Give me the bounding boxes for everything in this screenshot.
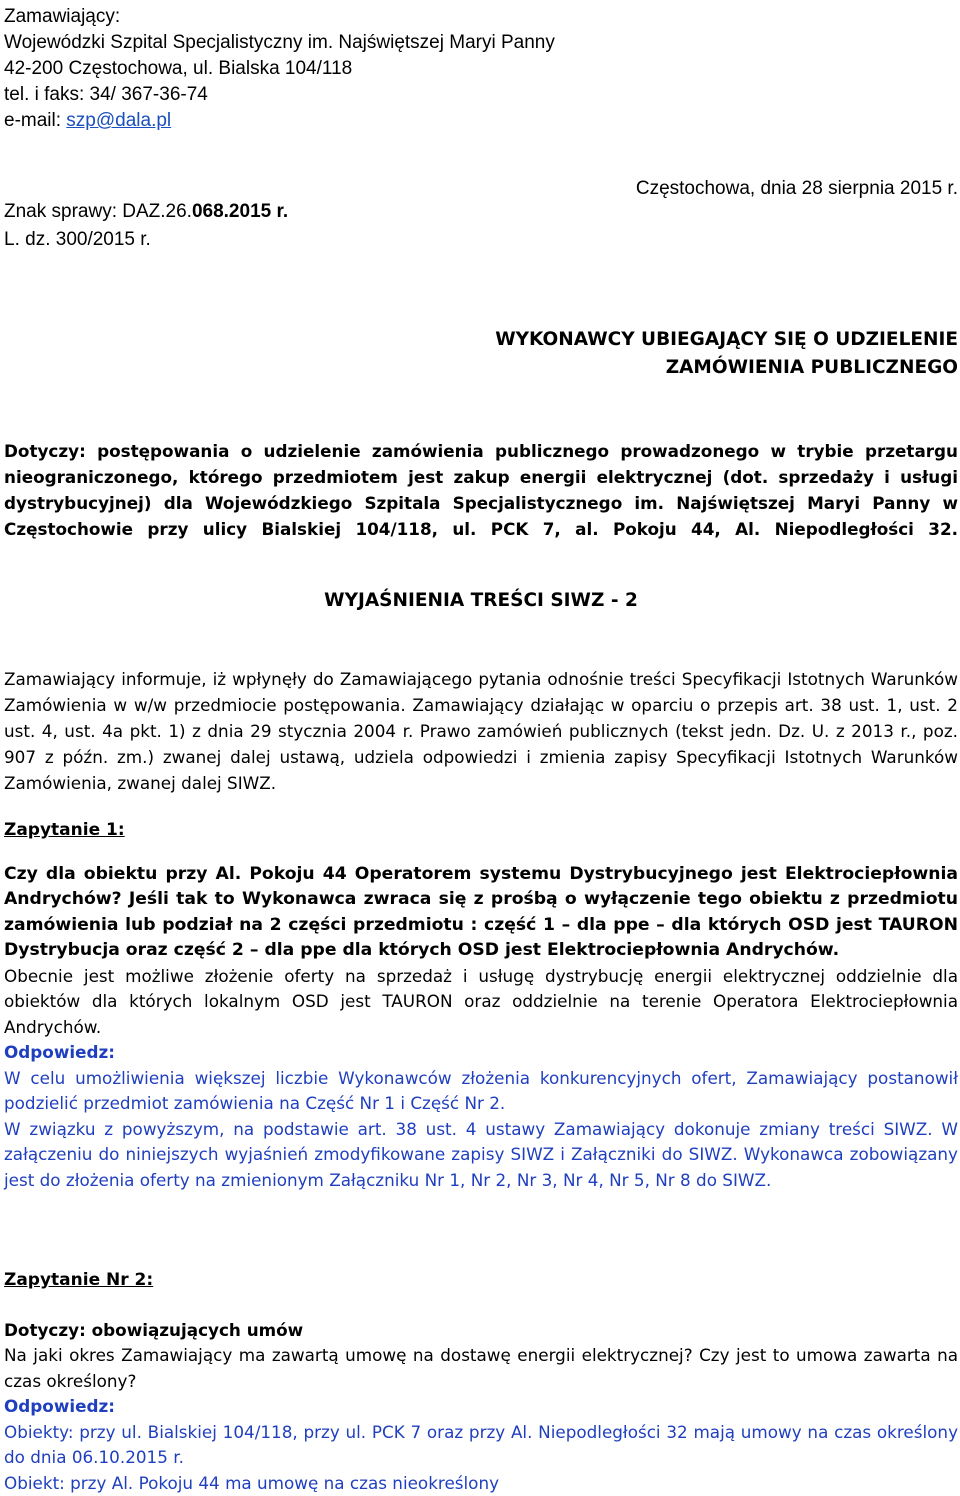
question-1-note: Obecnie jest możliwe złożenie oferty na sprzedaż i usługę dystrybucję energii elektrycznej oddzielnie dla obiektów dla których lokalnym OSD jest TAURON oraz oddzielnie na terenie Operatora Elektrociepłownia Andrychów. bbox=[4, 964, 958, 1041]
case-sign-number: 068.2015 r. bbox=[192, 201, 288, 222]
header-line: 42-200 Częstochowa, ul. Bialska 104/118 bbox=[4, 56, 555, 82]
answer-1-paragraph: W celu umożliwienia większej liczbie Wykonawców złożenia konkurencyjnych ofert, Zamawiający postanowił podzielić przedmiot zamówienia na Część Nr 1 i Część Nr 2. bbox=[4, 1066, 958, 1117]
header-line: tel. i faks: 34/ 367-36-74 bbox=[4, 82, 555, 108]
question-2-text: Na jaki okres Zamawiający ma zawartą umowę na dostawę energii elektrycznej? Czy jest to umowa zawarta na czas określony? bbox=[4, 1343, 958, 1394]
email-line bbox=[4, 108, 555, 134]
recipients bbox=[495, 326, 958, 382]
document-title: WYJAŚNIENIA TREŚCI SIWZ - 2 bbox=[4, 590, 958, 611]
answer-2-label: Odpowiedz: bbox=[4, 1394, 958, 1420]
answer-1-label: Odpowiedz: bbox=[4, 1040, 958, 1066]
answer-1-paragraph: W związku z powyższym, na podstawie art. 38 ust. 4 ustawy Zamawiający dokonuje zmiany treści SIWZ. W załączeniu do niniejszych wyjaśnień zmodyfikowane zapisy SIWZ i Załączniki do SIWZ. Wykonawca zobowiązany jest do złożenia oferty na zmienionym Załączniku Nr 1, Nr 2, Nr 3, Nr 4, Nr 5, Nr 8 do SIWZ. bbox=[4, 1117, 958, 1194]
question-2-subject: Dotyczy: obowiązujących umów bbox=[4, 1318, 958, 1344]
question-1-section bbox=[4, 818, 958, 1193]
question-1-heading: Zapytanie 1: bbox=[4, 818, 958, 844]
case-ldz: L. dz. 300/2015 r. bbox=[4, 226, 288, 254]
document-date: Częstochowa, dnia 28 sierpnia 2015 r. bbox=[636, 178, 958, 200]
answer-2-paragraph: Obiekt: przy Al. Pokoju 44 ma umowę na czas nieokreślony bbox=[4, 1471, 958, 1496]
recipients-line: ZAMÓWIENIA PUBLICZNEGO bbox=[495, 354, 958, 382]
email-link[interactable]: szp@dala.pl bbox=[66, 110, 171, 131]
case-sign bbox=[4, 198, 288, 226]
case-reference bbox=[4, 198, 288, 254]
email-label: e-mail: bbox=[4, 110, 66, 131]
header-line: Wojewódzki Szpital Specjalistyczny im. Najświętszej Maryi Panny bbox=[4, 30, 555, 56]
question-2-heading: Zapytanie Nr 2: bbox=[4, 1268, 958, 1294]
contracting-authority-header bbox=[4, 4, 555, 134]
recipients-line: WYKONAWCY UBIEGAJĄCY SIĘ O UDZIELENIE bbox=[495, 326, 958, 354]
regarding-paragraph: Dotyczy: postępowania o udzielenie zamówienia publicznego prowadzonego w trybie przetargu nieograniczonego, którego przedmiotem jest zakup energii elektrycznej (dot. sprzedaży i usługi dystrybucyjnej) dla Wojewódzkiego Szpitala Specjalistycznego im. Najświętszej Maryi Panny w Częstochowie przy ulicy Bialskiej 104/118, ul. PCK 7, al. Pokoju 44, Al. Niepodległości 32. bbox=[4, 438, 958, 542]
question-2-section bbox=[4, 1268, 958, 1496]
question-1-text: Czy dla obiektu przy Al. Pokoju 44 Operatorem systemu Dystrybucyjnego jest Elektrociepłownia Andrychów? Jeśli tak to Wykonawca zwraca się z prośbą o wyłączenie tego obiektu z przedmiotu zamówienia lub podział na 2 części przedmiotu : część 1 – dla ppe – dla których OSD jest TAURON Dystrybucja oraz część 2 – dla ppe dla których OSD jest Elektrociepłownia Andrychów. bbox=[4, 862, 958, 964]
intro-paragraph: Zamawiający informuje, iż wpłynęły do Zamawiającego pytania odnośnie treści Specyfikacji Istotnych Warunków Zamówienia w w/w przedmiocie postępowania. Zamawiający działając w oparciu o przepis art. 38 ust. 1, ust. 2 ust. 4, ust. 4a pkt. 1) z dnia 29 stycznia 2004 r. Prawo zamówień publicznych (tekst jedn. Dz. U. z 2013 r., poz. 907 z późn. zm.) zwanej dalej ustawą, udziela odpowiedzi i zmienia zapisy Specyfikacji Istotnych Warunków Zamówienia, zwanej dalej SIWZ. bbox=[4, 666, 958, 796]
case-sign-prefix: Znak sprawy: DAZ.26. bbox=[4, 201, 192, 222]
answer-2-paragraph: Obiekty: przy ul. Bialskiej 104/118, przy ul. PCK 7 oraz przy Al. Niepodległości 32 mają umowy na czas określony do dnia 06.10.2015 r. bbox=[4, 1420, 958, 1471]
header-line: Zamawiający: bbox=[4, 4, 555, 30]
